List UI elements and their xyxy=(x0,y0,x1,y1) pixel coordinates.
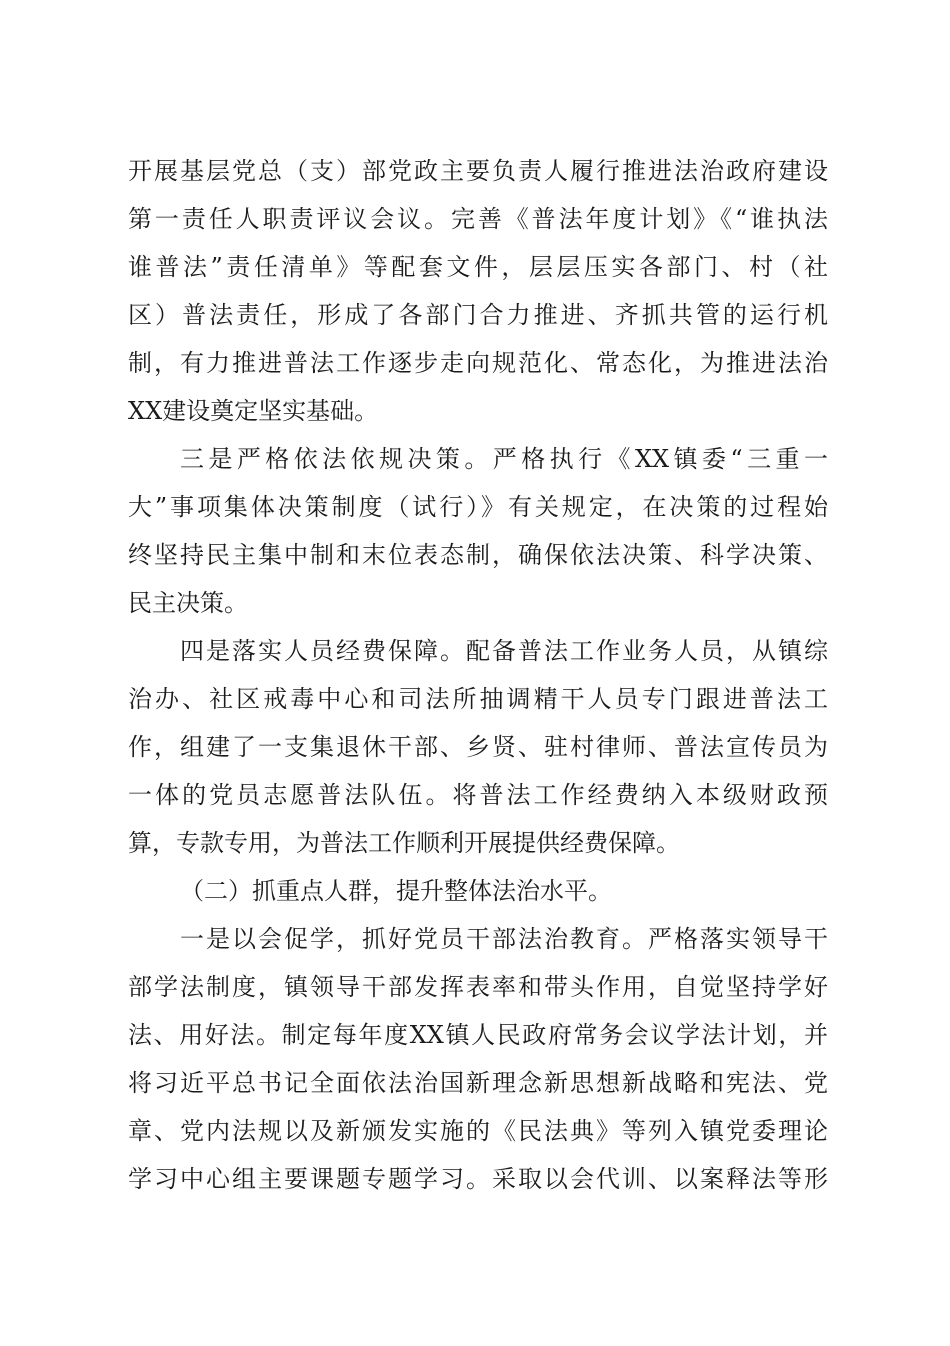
text-line: 谁普法”责任清单》等配套文件，层层压实各部门、村（社 xyxy=(128,253,828,281)
text-line: 部学法制度，镇领导干部发挥表率和带头作用，自觉坚持学好 xyxy=(128,973,828,1001)
text-line: 法、用好法。制定每年度XX镇人民政府常务会议学法计划，并 xyxy=(128,1021,828,1049)
section-heading: （二）抓重点人群，提升整体法治水平。 xyxy=(180,877,612,905)
paragraph-heading-line: 三是严格依法依规决策。严格执行《XX镇委“三重一 xyxy=(180,445,828,473)
text-line: 大”事项集体决策制度（试行）》有关规定，在决策的过程始 xyxy=(128,493,828,521)
text-line: 将习近平总书记全面依法治国新理念新思想新战略和宪法、党 xyxy=(128,1069,828,1097)
paragraph-heading-line: 一是以会促学，抓好党员干部法治教育。严格落实领导干 xyxy=(180,925,828,953)
text-line: XX建设奠定坚实基础。 xyxy=(128,397,379,425)
text-line: 民主决策。 xyxy=(128,589,248,617)
text-line: 算，专款专用，为普法工作顺利开展提供经费保障。 xyxy=(128,829,680,857)
text-line: 第一责任人职责评议会议。完善《普法年度计划》《“谁执法 xyxy=(128,205,828,233)
text-line: 作，组建了一支集退休干部、乡贤、驻村律师、普法宣传员为 xyxy=(128,733,828,761)
text-line: 终坚持民主集中制和末位表态制，确保依法决策、科学决策、 xyxy=(128,541,828,569)
text-line: 章、党内法规以及新颁发实施的《民法典》等列入镇党委理论 xyxy=(128,1117,828,1145)
text-line: 治办、社区戒毒中心和司法所抽调精干人员专门跟进普法工 xyxy=(128,685,828,713)
text-line: 开展基层党总（支）部党政主要负责人履行推进法治政府建设 xyxy=(128,157,828,185)
text-line: 一体的党员志愿普法队伍。将普法工作经费纳入本级财政预 xyxy=(128,781,828,809)
text-line: 制，有力推进普法工作逐步走向规范化、常态化，为推进法治 xyxy=(128,349,828,377)
text-line: 学习中心组主要课题专题学习。采取以会代训、以案释法等形 xyxy=(128,1165,828,1193)
text-line: 区）普法责任，形成了各部门合力推进、齐抓共管的运行机 xyxy=(128,301,828,329)
paragraph-heading-line: 四是落实人员经费保障。配备普法工作业务人员，从镇综 xyxy=(180,637,828,665)
